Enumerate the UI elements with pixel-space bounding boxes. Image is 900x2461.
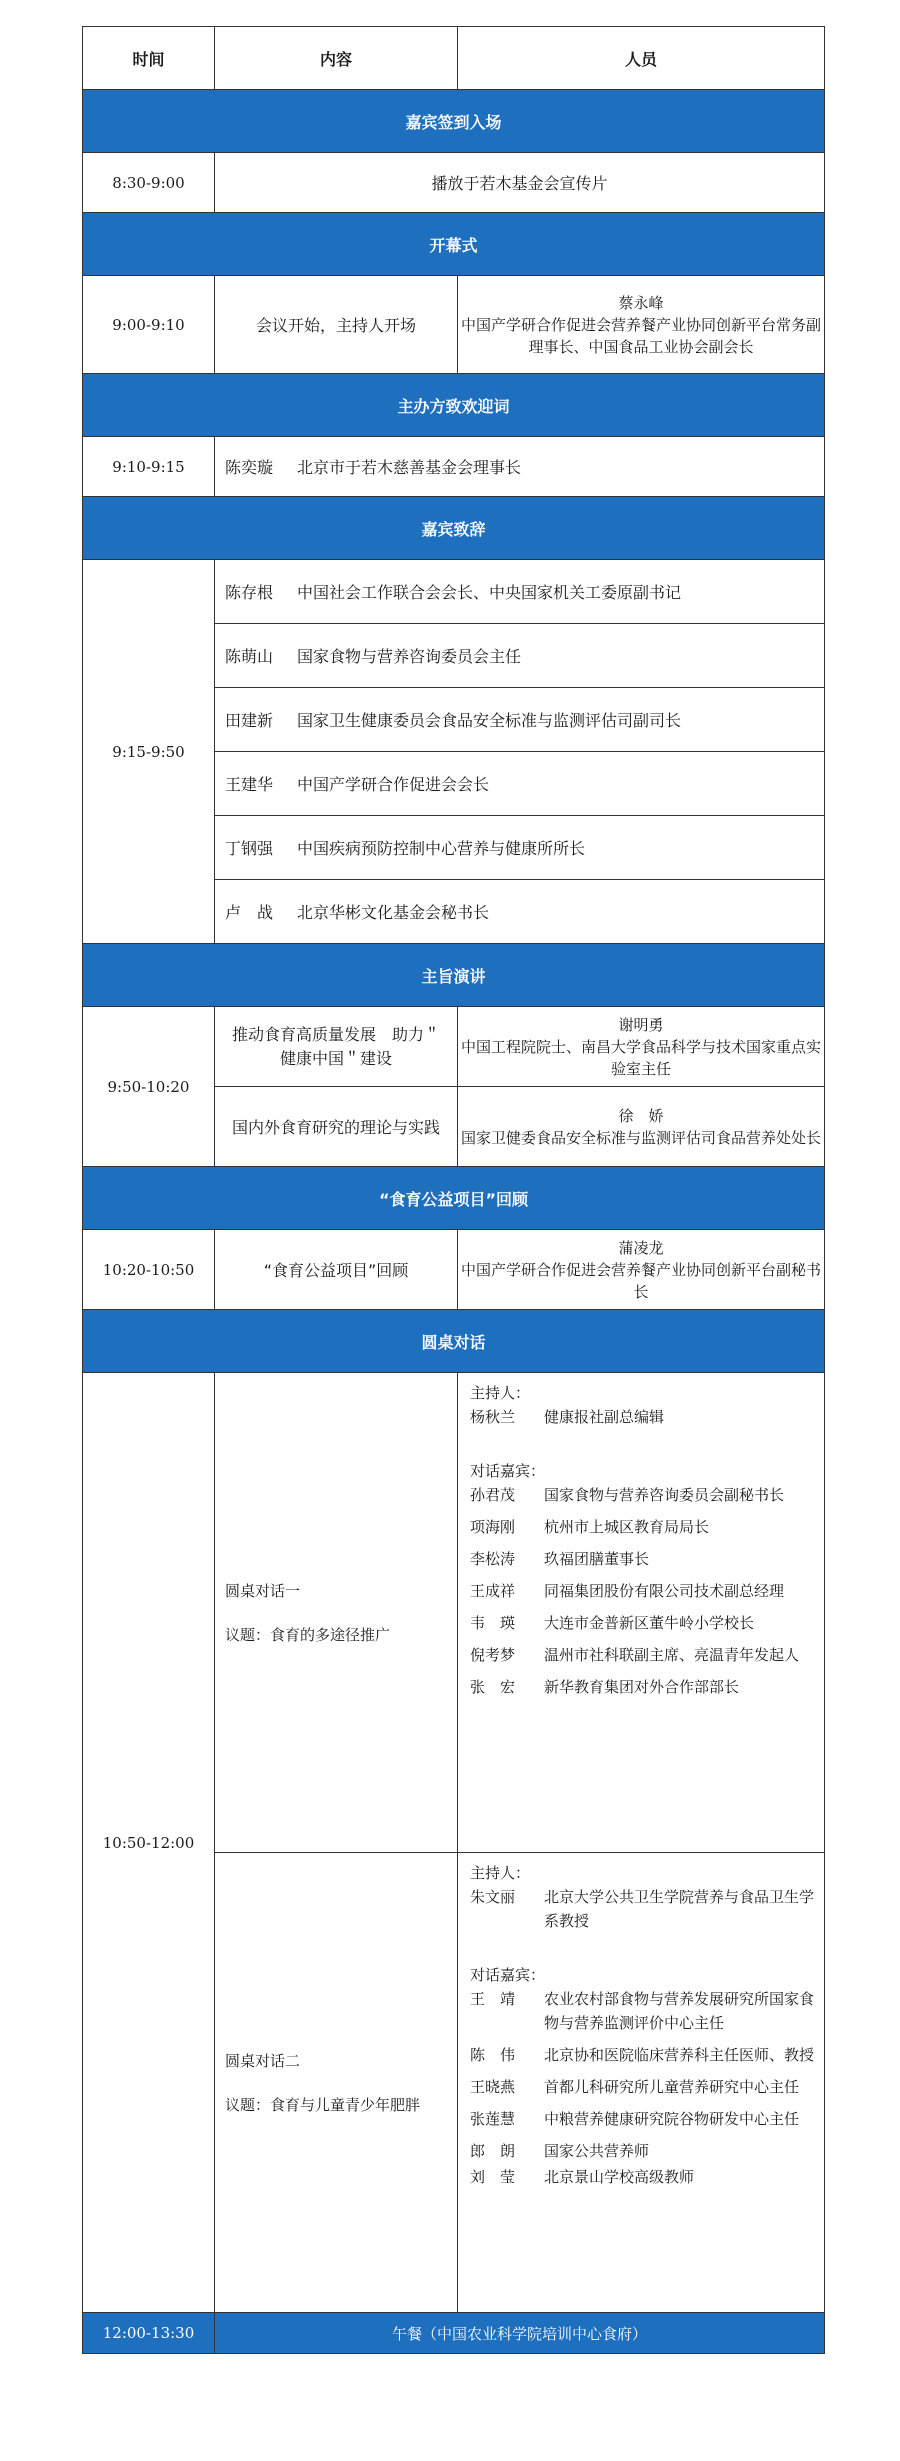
person-name: 蔡永峰 bbox=[618, 293, 664, 312]
guest-name: 倪考梦 bbox=[470, 1646, 516, 1664]
guest-name: 王成祥 bbox=[470, 1582, 516, 1600]
section-band-review: “食育公益项目”回顾 bbox=[83, 1167, 825, 1230]
table-row bbox=[83, 437, 825, 497]
content-cell: 午餐（中国农业科学院培训中心食府） bbox=[215, 2313, 825, 2354]
time-cell: 10:50-12:00 bbox=[83, 1373, 215, 2313]
list-item bbox=[470, 2107, 818, 2131]
person-name: 谢明勇 bbox=[618, 1015, 664, 1034]
list-item bbox=[470, 2165, 818, 2189]
content-cell: “食育公益项目”回顾 bbox=[215, 1230, 458, 1310]
content-cell bbox=[215, 624, 825, 688]
host-role: 健康报社副总编辑 bbox=[544, 1408, 665, 1426]
guest-name: 刘 莹 bbox=[470, 2168, 516, 2186]
roundtable-topic-cell bbox=[215, 1373, 458, 1853]
guest-role: 温州市社科联副主席、亮温青年发起人 bbox=[544, 1646, 800, 1664]
guest-role: 杭州市上城区教育局局长 bbox=[544, 1518, 710, 1536]
person-cell bbox=[458, 1007, 825, 1087]
time-cell: 12:00-13:30 bbox=[83, 2313, 215, 2354]
speaker-name: 田建新 bbox=[225, 711, 274, 730]
guest-role: 农业农村部食物与营养发展研究所国家食物与营养监测评价中心主任 bbox=[544, 1990, 815, 2032]
guest-name: 王晓燕 bbox=[470, 2078, 516, 2096]
list-item bbox=[470, 2139, 818, 2163]
list-item bbox=[470, 1611, 818, 1635]
list-item bbox=[470, 1885, 818, 1933]
roundtable-people-cell bbox=[458, 1373, 825, 1853]
person-cell bbox=[458, 1087, 825, 1167]
speaker-role: 中国产学研合作促进会会长 bbox=[297, 775, 490, 794]
guest-role: 同福集团股份有限公司技术副总经理 bbox=[544, 1582, 785, 1600]
content-cell bbox=[215, 560, 825, 624]
speaker-name: 丁钢强 bbox=[225, 839, 274, 858]
guest-role: 大连市金普新区董牛岭小学校长 bbox=[544, 1614, 755, 1632]
section-band-opening: 开幕式 bbox=[83, 213, 825, 276]
speaker-name: 陈萌山 bbox=[225, 647, 274, 666]
person-role: 中国产学研合作促进会营养餐产业协同创新平台副秘书长 bbox=[460, 1260, 821, 1301]
person-role: 中国产学研合作促进会营养餐产业协同创新平台常务副理事长、中国食品工业协会副会长 bbox=[460, 315, 821, 356]
time-cell: 8:30-9:00 bbox=[83, 153, 215, 213]
content-cell: 会议开始，主持人开场 bbox=[215, 276, 458, 374]
speaker-name: 王建华 bbox=[225, 775, 274, 794]
person-role: 中国工程院院士、南昌大学食品科学与技术国家重点实验室主任 bbox=[460, 1037, 821, 1078]
section-band-checkin: 嘉宾签到入场 bbox=[83, 90, 825, 153]
content-cell bbox=[215, 437, 825, 497]
content-cell: 播放于若木基金会宣传片 bbox=[215, 153, 825, 213]
list-item bbox=[470, 1547, 818, 1571]
guests-label: 对话嘉宾： bbox=[470, 1966, 546, 1984]
speaker-role: 中国疾病预防控制中心营养与健康所所长 bbox=[297, 839, 586, 858]
section-band-keynote: 主旨演讲 bbox=[83, 944, 825, 1007]
list-item bbox=[470, 1643, 818, 1667]
header-people: 人员 bbox=[458, 27, 825, 90]
table-header-row bbox=[83, 27, 825, 90]
guest-role: 新华教育集团对外合作部部长 bbox=[544, 1678, 740, 1696]
guest-name: 李松涛 bbox=[470, 1550, 516, 1568]
person-name: 蒲凌龙 bbox=[618, 1238, 664, 1257]
content-cell bbox=[215, 816, 825, 880]
list-item bbox=[470, 2043, 818, 2067]
guest-name: 陈 伟 bbox=[470, 2046, 516, 2064]
guest-role: 北京协和医院临床营养科主任医师、教授 bbox=[544, 2046, 815, 2064]
list-item bbox=[470, 1405, 818, 1429]
host-name: 杨秋兰 bbox=[470, 1408, 516, 1426]
section-band-guest-speech: 嘉宾致辞 bbox=[83, 497, 825, 560]
speaker-name: 卢 战 bbox=[225, 903, 274, 922]
guest-role: 北京景山学校高级教师 bbox=[544, 2168, 695, 2186]
guest-name: 张 宏 bbox=[470, 1678, 516, 1696]
roundtable-topic-cell bbox=[215, 1853, 458, 2313]
roundtable-label: 圆桌对话一 bbox=[225, 1581, 301, 1600]
speaker-role: 国家食物与营养咨询委员会主任 bbox=[297, 647, 522, 666]
talk-topic: 推动食育高质量发展 助力＂健康中国＂建设 bbox=[215, 1007, 458, 1087]
guest-role: 国家公共营养师 bbox=[544, 2142, 650, 2160]
guest-name: 韦 瑛 bbox=[470, 1614, 516, 1632]
table-row bbox=[83, 1373, 825, 1853]
person-cell bbox=[458, 1230, 825, 1310]
host-label: 主持人： bbox=[470, 1864, 531, 1882]
speaker-role: 国家卫生健康委员会食品安全标准与监测评估司副司长 bbox=[297, 711, 682, 730]
roundtable-topic: 议题：食育的多途径推广 bbox=[225, 1625, 391, 1644]
guest-name: 项海刚 bbox=[470, 1518, 516, 1536]
guest-name: 张莲慧 bbox=[470, 2110, 516, 2128]
speaker-role: 中国社会工作联合会会长、中央国家机关工委原副书记 bbox=[297, 583, 682, 602]
talk-topic: 国内外食育研究的理论与实践 bbox=[215, 1087, 458, 1167]
header-time: 时间 bbox=[83, 27, 215, 90]
content-cell bbox=[215, 752, 825, 816]
host-label: 主持人： bbox=[470, 1384, 531, 1402]
content-cell bbox=[215, 688, 825, 752]
time-cell: 9:00-9:10 bbox=[83, 276, 215, 374]
speaker-name: 陈存根 bbox=[225, 583, 274, 602]
guests-label: 对话嘉宾： bbox=[470, 1462, 546, 1480]
list-item bbox=[470, 1515, 818, 1539]
table-row bbox=[83, 560, 825, 624]
speaker-name: 陈奕璇 bbox=[225, 458, 274, 477]
table-row bbox=[83, 153, 825, 213]
person-cell bbox=[458, 276, 825, 374]
lunch-row bbox=[83, 2313, 825, 2354]
roundtable-people-cell bbox=[458, 1853, 825, 2313]
list-item bbox=[470, 1579, 818, 1603]
table-row bbox=[83, 1007, 825, 1087]
time-cell: 9:10-9:15 bbox=[83, 437, 215, 497]
header-content: 内容 bbox=[215, 27, 458, 90]
list-item bbox=[470, 2075, 818, 2099]
person-name: 徐 娇 bbox=[618, 1106, 664, 1125]
speaker-role: 北京华彬文化基金会秘书长 bbox=[297, 903, 490, 922]
table-row bbox=[83, 1230, 825, 1310]
list-item bbox=[470, 1987, 818, 2035]
section-band-roundtable: 圆桌对话 bbox=[83, 1310, 825, 1373]
speaker-role: 北京市于若木慈善基金会理事长 bbox=[297, 458, 522, 477]
guest-role: 首都儿科研究所儿童营养研究中心主任 bbox=[544, 2078, 800, 2096]
roundtable-label: 圆桌对话二 bbox=[225, 2051, 301, 2070]
guest-role: 中粮营养健康研究院谷物研发中心主任 bbox=[544, 2110, 800, 2128]
table-row bbox=[83, 276, 825, 374]
guest-role: 国家食物与营养咨询委员会副秘书长 bbox=[544, 1486, 785, 1504]
host-role: 北京大学公共卫生学院营养与食品卫生学系教授 bbox=[544, 1888, 815, 1930]
list-item bbox=[470, 1483, 818, 1507]
host-name: 朱文丽 bbox=[470, 1888, 516, 1906]
time-cell: 10:20-10:50 bbox=[83, 1230, 215, 1310]
person-role: 国家卫健委食品安全标准与监测评估司食品营养处处长 bbox=[460, 1128, 821, 1147]
content-cell bbox=[215, 880, 825, 944]
schedule-table bbox=[82, 26, 825, 2354]
list-item bbox=[470, 1675, 818, 1699]
time-cell: 9:15-9:50 bbox=[83, 560, 215, 944]
guest-name: 王 靖 bbox=[470, 1990, 516, 2008]
guest-role: 玖福团膳董事长 bbox=[544, 1550, 650, 1568]
guest-name: 孙君茂 bbox=[470, 1486, 516, 1504]
time-cell: 9:50-10:20 bbox=[83, 1007, 215, 1167]
roundtable-topic: 议题：食育与儿童青少年肥胖 bbox=[225, 2095, 421, 2114]
section-band-welcome: 主办方致欢迎词 bbox=[83, 374, 825, 437]
guest-name: 郎 朗 bbox=[470, 2142, 516, 2160]
